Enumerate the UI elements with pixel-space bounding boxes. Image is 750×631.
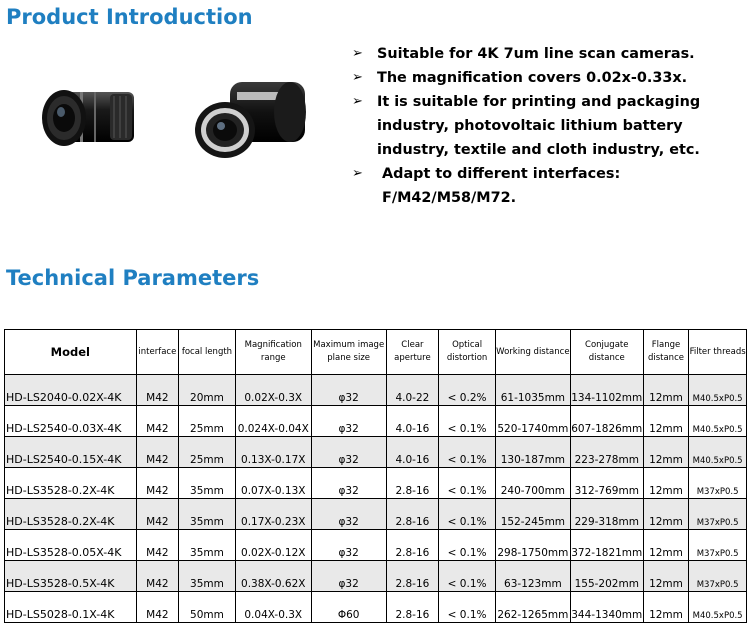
header-working-distance: Working distance xyxy=(495,330,570,375)
cell-magnification-range: 0.17X-0.23X xyxy=(235,499,311,530)
cell-working-distance: 262-1265mm xyxy=(495,592,570,623)
cell-clear-aperture: 4.0-22 xyxy=(386,375,439,406)
header-clear-aperture: Clear aperture xyxy=(386,330,439,375)
cell-flange-distance: 12mm xyxy=(643,468,689,499)
cell-filter-threads: M40.5xP0.5 xyxy=(689,375,747,406)
cell-filter-threads: M40.5xP0.5 xyxy=(689,437,747,468)
cell-conjugate-distance: 229-318mm xyxy=(570,499,643,530)
cell-optical-distortion: < 0.1% xyxy=(439,499,496,530)
cell-interface: M42 xyxy=(136,375,179,406)
cell-clear-aperture: 4.0-16 xyxy=(386,437,439,468)
table-row xyxy=(5,375,747,406)
cell-clear-aperture: 2.8-16 xyxy=(386,499,439,530)
cell-flange-distance: 12mm xyxy=(643,592,689,623)
cell-optical-distortion: < 0.1% xyxy=(439,468,496,499)
cell-magnification-range: 0.024X-0.04X xyxy=(235,406,311,437)
table-header-row xyxy=(5,330,747,375)
cell-interface: M42 xyxy=(136,468,179,499)
cell-magnification-range: 0.38X-0.62X xyxy=(235,561,311,592)
cell-clear-aperture: 2.8-16 xyxy=(386,561,439,592)
cell-focal-length: 35mm xyxy=(179,468,236,499)
cell-flange-distance: 12mm xyxy=(643,530,689,561)
cell-model: HD-LS3528-0.5X-4K xyxy=(5,561,137,592)
table-row xyxy=(5,437,747,468)
cell-magnification-range: 0.02X-0.3X xyxy=(235,375,311,406)
header-optical-distortion: Optical distortion xyxy=(439,330,496,375)
feature-list xyxy=(352,42,747,210)
header-conjugate-distance: Conjugate distance xyxy=(570,330,643,375)
cell-max-image-plane: Φ60 xyxy=(311,592,386,623)
cell-clear-aperture: 2.8-16 xyxy=(386,530,439,561)
cell-working-distance: 520-1740mm xyxy=(495,406,570,437)
cell-focal-length: 35mm xyxy=(179,530,236,561)
feature-item: ➢ Suitable for 4K 7um line scan cameras. xyxy=(352,42,747,66)
cell-working-distance: 61-1035mm xyxy=(495,375,570,406)
cell-interface: M42 xyxy=(136,499,179,530)
cell-optical-distortion: < 0.1% xyxy=(439,561,496,592)
lens-front-image xyxy=(34,78,146,158)
cell-working-distance: 240-700mm xyxy=(495,468,570,499)
cell-interface: M42 xyxy=(136,561,179,592)
header-magnification-range: Magnification range xyxy=(235,330,311,375)
cell-interface: M42 xyxy=(136,406,179,437)
cell-conjugate-distance: 312-769mm xyxy=(570,468,643,499)
cell-flange-distance: 12mm xyxy=(643,499,689,530)
cell-flange-distance: 12mm xyxy=(643,406,689,437)
table-row xyxy=(5,499,747,530)
technical-parameters-title: Technical Parameters xyxy=(6,266,260,290)
header-focal-length: focal length xyxy=(179,330,236,375)
cell-conjugate-distance: 607-1826mm xyxy=(570,406,643,437)
cell-max-image-plane: φ32 xyxy=(311,530,386,561)
cell-filter-threads: M37xP0.5 xyxy=(689,468,747,499)
cell-max-image-plane: φ32 xyxy=(311,406,386,437)
cell-focal-length: 25mm xyxy=(179,437,236,468)
cell-model: HD-LS3528-0.2X-4K xyxy=(5,499,137,530)
cell-filter-threads: M37xP0.5 xyxy=(689,499,747,530)
cell-optical-distortion: < 0.1% xyxy=(439,592,496,623)
cell-magnification-range: 0.02X-0.12X xyxy=(235,530,311,561)
cell-max-image-plane: φ32 xyxy=(311,561,386,592)
cell-filter-threads: M40.5xP0.5 xyxy=(689,592,747,623)
table-row xyxy=(5,406,747,437)
cell-focal-length: 50mm xyxy=(179,592,236,623)
header-max-image-plane: Maximum image plane size xyxy=(311,330,386,375)
product-introduction-title: Product Introduction xyxy=(6,5,253,29)
cell-max-image-plane: φ32 xyxy=(311,437,386,468)
arrow-bullet-icon: ➢ xyxy=(352,70,363,85)
cell-max-image-plane: φ32 xyxy=(311,499,386,530)
cell-working-distance: 152-245mm xyxy=(495,499,570,530)
arrow-bullet-icon: ➢ xyxy=(352,94,363,109)
cell-flange-distance: 12mm xyxy=(643,437,689,468)
cell-optical-distortion: < 0.2% xyxy=(439,375,496,406)
cell-flange-distance: 12mm xyxy=(643,561,689,592)
arrow-bullet-icon: ➢ xyxy=(352,46,363,61)
arrow-bullet-icon: ➢ xyxy=(352,166,363,181)
cell-clear-aperture: 2.8-16 xyxy=(386,592,439,623)
header-flange-distance: Flange distance xyxy=(643,330,689,375)
cell-filter-threads: M40.5xP0.5 xyxy=(689,406,747,437)
cell-interface: M42 xyxy=(136,437,179,468)
table-row xyxy=(5,592,747,623)
cell-conjugate-distance: 134-1102mm xyxy=(570,375,643,406)
technical-parameters-table xyxy=(4,329,747,623)
table-row xyxy=(5,561,747,592)
table-row xyxy=(5,530,747,561)
cell-flange-distance: 12mm xyxy=(643,375,689,406)
cell-magnification-range: 0.04X-0.3X xyxy=(235,592,311,623)
table-row xyxy=(5,468,747,499)
cell-focal-length: 25mm xyxy=(179,406,236,437)
cell-working-distance: 130-187mm xyxy=(495,437,570,468)
cell-interface: M42 xyxy=(136,592,179,623)
cell-optical-distortion: < 0.1% xyxy=(439,437,496,468)
cell-clear-aperture: 2.8-16 xyxy=(386,468,439,499)
cell-optical-distortion: < 0.1% xyxy=(439,406,496,437)
header-filter-threads: Filter threads xyxy=(689,330,747,375)
cell-filter-threads: M37xP0.5 xyxy=(689,561,747,592)
cell-model: HD-LS3528-0.05X-4K xyxy=(5,530,137,561)
lens-angled-image xyxy=(185,72,310,164)
cell-focal-length: 35mm xyxy=(179,499,236,530)
cell-focal-length: 35mm xyxy=(179,561,236,592)
cell-conjugate-distance: 372-1821mm xyxy=(570,530,643,561)
cell-model: HD-LS2540-0.03X-4K xyxy=(5,406,137,437)
feature-item: ➢ The magnification covers 0.02x-0.33x. xyxy=(352,66,747,90)
cell-working-distance: 63-123mm xyxy=(495,561,570,592)
cell-conjugate-distance: 344-1340mm xyxy=(570,592,643,623)
cell-optical-distortion: < 0.1% xyxy=(439,530,496,561)
cell-model: HD-LS2040-0.02X-4K xyxy=(5,375,137,406)
cell-model: HD-LS2540-0.15X-4K xyxy=(5,437,137,468)
cell-working-distance: 298-1750mm xyxy=(495,530,570,561)
feature-item: ➢ Adapt to different interfaces: F/M42/M58/M72. xyxy=(352,162,747,210)
cell-filter-threads: M37xP0.5 xyxy=(689,530,747,561)
cell-model: HD-LS5028-0.1X-4K xyxy=(5,592,137,623)
header-model: Model xyxy=(5,330,137,375)
header-interface: interface xyxy=(136,330,179,375)
cell-max-image-plane: φ32 xyxy=(311,375,386,406)
cell-magnification-range: 0.07X-0.13X xyxy=(235,468,311,499)
cell-conjugate-distance: 223-278mm xyxy=(570,437,643,468)
cell-interface: M42 xyxy=(136,530,179,561)
cell-conjugate-distance: 155-202mm xyxy=(570,561,643,592)
cell-clear-aperture: 4.0-16 xyxy=(386,406,439,437)
feature-item: ➢ It is suitable for printing and packaging industry, photovoltaic lithium battery industry, textile and cloth industry, etc. xyxy=(352,90,747,162)
cell-model: HD-LS3528-0.2X-4K xyxy=(5,468,137,499)
cell-max-image-plane: φ32 xyxy=(311,468,386,499)
cell-focal-length: 20mm xyxy=(179,375,236,406)
cell-magnification-range: 0.13X-0.17X xyxy=(235,437,311,468)
